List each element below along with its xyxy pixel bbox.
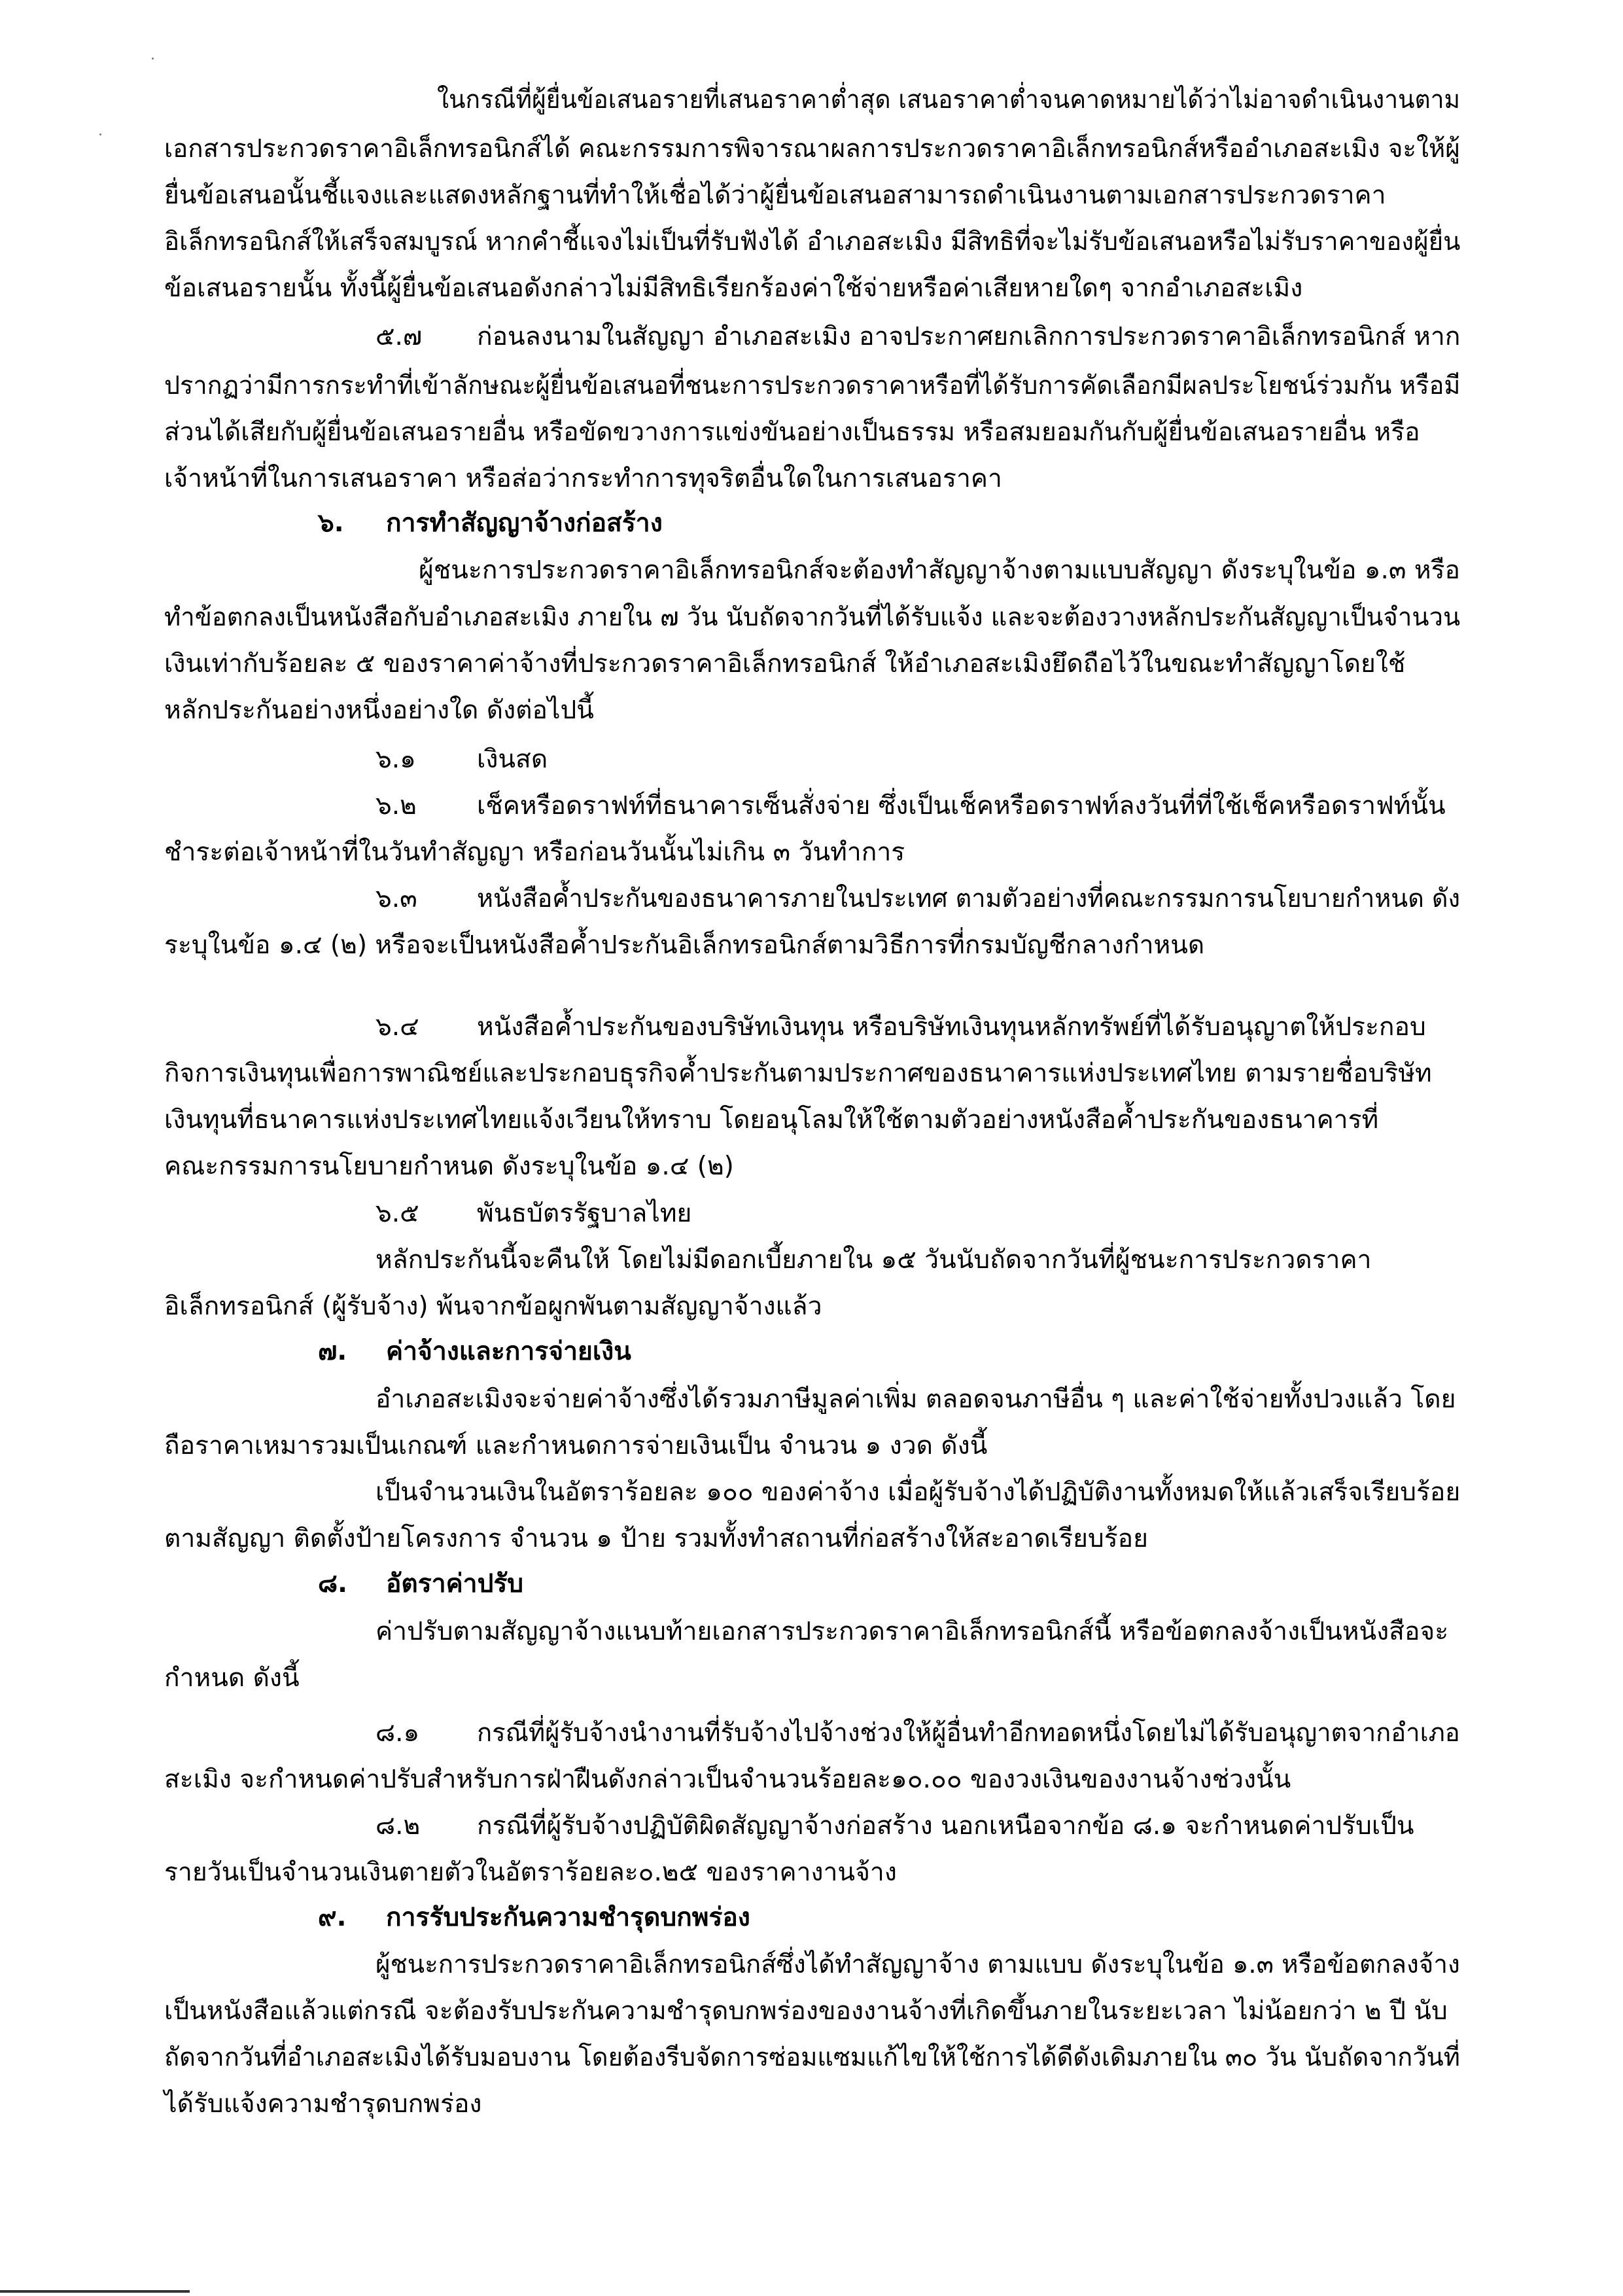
paragraph-line (0, 1662, 1623, 1701)
section-title: อัตราค่าปรับ (386, 1569, 524, 1598)
line-text: หนังสือค้ำประกันของธนาคารภายในประเทศ ตามตัวอย่างที่คณะกรรมการนโยบายกำหนด ดัง (477, 884, 1460, 913)
line-text: กรณีที่ผู้รับจ้างปฏิบัติผิดสัญญาจ้างก่อสร้าง นอกเหนือจากข้อ ๘.๑ จะกำหนดค่าปรับเป็น (477, 1811, 1414, 1841)
paragraph-line (0, 1104, 1623, 1143)
paragraph-line (0, 694, 1623, 733)
line-text: กิจการเงินทุนเพื่อการพาณิชย์และประกอบธุรกิจค้ำประกันตามประกาศของธนาคารแห่งประเทศไทย ตามรายชื่อบริษัท (164, 1059, 1432, 1088)
clause-line (0, 790, 1623, 829)
section-title: การทำสัญญาจ้างก่อสร้าง (386, 508, 663, 538)
line-text: ยื่นข้อเสนอนั้นชี้แจงและแสดงหลักฐานที่ทำให้เชื่อได้ว่าผู้ยื่นข้อเสนอสามารถดำเนินงานตามเอกสารประกวดราคา (164, 181, 1386, 210)
paragraph-line (0, 1244, 1623, 1283)
paragraph-line (0, 370, 1623, 409)
section-heading (0, 1335, 1623, 1375)
line-text: รายวันเป็นจำนวนเงินตายตัวในอัตราร้อยละ๐.๒๕ ของราคางานจ้าง (164, 1858, 897, 1887)
line-text: เป็นจำนวนเงินในอัตราร้อยละ ๑๐๐ ของค่าจ้าง เมื่อผู้รับจ้างได้ปฏิบัติงานทั้งหมดให้แล้วเสร็จเรียบร้อย (375, 1477, 1461, 1507)
paragraph-line (0, 1616, 1623, 1655)
line-text: ผู้ชนะการประกวดราคาอิเล็กทรอนิกส์จะต้องทำสัญญาจ้างตามแบบสัญญา ดังระบุในข้อ ๑.๓ หรือ (419, 556, 1460, 585)
paragraph-line (0, 1523, 1623, 1562)
section-number: ๖. (318, 508, 344, 538)
line-text: ได้รับแจ้งความชำรุดบกพร่อง (164, 2089, 482, 2119)
section-heading (0, 1901, 1623, 1941)
scan-speck (99, 133, 101, 135)
line-text: ข้อเสนอรายนั้น ทั้งนี้ผู้ยื่นข้อเสนอดังกล่าวไม่มีสิทธิเรียกร้องค่าใช้จ่ายหรือค่าเสียหายใดๆ จากอำเภอสะเมิง (164, 274, 1303, 303)
paragraph-line (0, 179, 1623, 219)
clause-number: ๖.๕ (375, 1199, 419, 1228)
clause-number: ๖.๑ (375, 745, 416, 774)
line-text: กรณีที่ผู้รับจ้างนำงานที่รับจ้างไปจ้างช่วงให้ผู้อื่นทำอีกทอดหนึ่งโดยไม่ได้รับอนุญาตจากอำเภอ (477, 1718, 1460, 1748)
line-text: สะเมิง จะกำหนดค่าปรับสำหรับการฝ่าฝืนดังกล่าวเป็นจำนวนร้อยละ๑๐.๐๐ ของวงเงินของงานจ้างช่วงนั้น (164, 1765, 1291, 1794)
line-text: อำเภอสะเมิงจะจ่ายค่าจ้างซึ่งได้รวมภาษีมูลค่าเพิ่ม ตลอดจนภาษีอื่น ๆ และค่าใช้จ่ายทั้งปวงแล้ว โดย (375, 1385, 1456, 1414)
paragraph-line (0, 1995, 1623, 2034)
scan-speck (152, 58, 154, 60)
line-text: ทำข้อตกลงเป็นหนังสือกับอำเภอสะเมิง ภายใน ๗ วัน นับถัดจากวันที่ได้รับแจ้ง และจะต้องวางหลักประกันสัญญาเป็นจำนวน (164, 603, 1461, 632)
section-number: ๙. (318, 1903, 347, 1932)
line-text: เอกสารประกวดราคาอิเล็กทรอนิกส์ได้ คณะกรรมการพิจารณาผลการประกวดราคาอิเล็กทรอนิกส์หรืออำเภอสะเมิง จะให้ผู้ (164, 134, 1460, 164)
paragraph-line (0, 1430, 1623, 1469)
paragraph-line (0, 601, 1623, 641)
section-number: ๘. (318, 1569, 347, 1598)
line-text: กำหนด ดังนี้ (164, 1663, 300, 1693)
paragraph-line (0, 416, 1623, 455)
clause-line (0, 1810, 1623, 1849)
line-text: หลักประกันนี้จะคืนให้ โดยไม่มีดอกเบี้ยภายใน ๑๕ วันนับถัดจากวันที่ผู้ชนะการประกวดราคา (375, 1245, 1372, 1275)
line-text: ถัดจากวันที่อำเภอสะเมิงได้รับมอบงาน โดยต้องรีบจัดการซ่อมแซมแก้ไขให้ใช้การได้ดีดังเดิมภายใน ๓๐ วัน นับถัดจากวันที่ (164, 2043, 1460, 2072)
line-text: ส่วนได้เสียกับผู้ยื่นข้อเสนอรายอื่น หรือขัดขวางการแข่งขันอย่างเป็นธรรม หรือสมยอมกันกับผู้ยื่นข้อเสนอรายอื่น หรือ (164, 417, 1420, 447)
line-text: ชำระต่อเจ้าหน้าที่ในวันทำสัญญา หรือก่อนวันนั้นไม่เกิน ๓ วันทำการ (164, 838, 905, 867)
clause-number: ๘.๒ (375, 1811, 421, 1841)
line-text: เป็นหนังสือแล้วแต่กรณี จะต้องรับประกันความชำรุดบกพร่องของงานจ้างที่เกิดขึ้นภายในระยะเวลา ไม่น้อยกว่า ๒ ปี นับ (164, 1996, 1448, 2026)
line-text: เช็คหรือดราฟท์ที่ธนาคารเซ็นสั่งจ่าย ซึ่งเป็นเช็คหรือดราฟท์ลงวันที่ที่ใช้เช็คหรือดราฟท์นั้น (477, 791, 1446, 821)
clause-line (0, 1011, 1623, 1050)
clause-number: ๖.๓ (375, 884, 417, 913)
line-text: ก่อนลงนามในสัญญา อำเภอสะเมิง อาจประกาศยกเลิกการประกวดราคาอิเล็กทรอนิกส์ หาก (477, 322, 1461, 351)
paragraph-line (0, 272, 1623, 311)
line-text: ระบุในข้อ ๑.๔ (๒) หรือจะเป็นหนังสือค้ำประกันอิเล็กทรอนิกส์ตามวิธีการที่กรมบัญชีกลางกำหนด (164, 930, 1205, 960)
paragraph-line (0, 554, 1623, 593)
scan-edge-line (0, 2290, 190, 2293)
paragraph-line (0, 1856, 1623, 1896)
line-text: ค่าปรับตามสัญญาจ้างแนบท้ายเอกสารประกวดราคาอิเล็กทรอนิกส์นี้ หรือข้อตกลงจ้างเป็นหนังสือจะ (375, 1617, 1449, 1646)
section-title: ค่าจ้างและการจ่ายเงิน (386, 1337, 631, 1366)
clause-line (0, 1717, 1623, 1756)
clause-line (0, 883, 1623, 922)
line-text: เงินสด (477, 745, 548, 774)
line-text: ตามสัญญา ติดตั้งป้ายโครงการ จำนวน ๑ ป้าย รวมทั้งทำสถานที่ก่อสร้างให้สะอาดเรียบร้อย (164, 1524, 1148, 1553)
clause-line (0, 1197, 1623, 1237)
line-text: เงินเท่ากับร้อยละ ๕ ของราคาค่าจ้างที่ประกวดราคาอิเล็กทรอนิกส์ ให้อำเภอสะเมิงยึดถือไว้ในขณะทำสัญญาโดยใช้ (164, 649, 1406, 679)
paragraph-line (0, 648, 1623, 687)
paragraph-line (0, 836, 1623, 875)
paragraph-line (0, 226, 1623, 265)
paragraph-line (0, 1383, 1623, 1422)
line-text: เงินทุนที่ธนาคารแห่งประเทศไทยแจ้งเวียนให้ทราบ โดยอนุโลมให้ใช้ตามตัวอย่างหนังสือค้ำประกันของธนาคารที่ (164, 1105, 1379, 1135)
section-number: ๗. (318, 1337, 347, 1366)
line-text: คณะกรรมการนโยบายกำหนด ดังระบุในข้อ ๑.๔ (๒) (164, 1152, 734, 1181)
section-heading (0, 507, 1623, 546)
paragraph-line (0, 929, 1623, 968)
line-text: พันธบัตรรัฐบาลไทย (477, 1199, 692, 1228)
paragraph-line (0, 2088, 1623, 2127)
paragraph-line (0, 1949, 1623, 1988)
section-title: การรับประกันความชำรุดบกพร่อง (386, 1903, 750, 1932)
clause-line (0, 743, 1623, 783)
clause-number: ๘.๑ (375, 1718, 420, 1748)
line-text: เจ้าหน้าที่ในการเสนอราคา หรือส่อว่ากระทำการทุจริตอื่นใดในการเสนอราคา (164, 464, 1002, 493)
line-text: หนังสือค้ำประกันของบริษัทเงินทุน หรือบริษัทเงินทุนหลักทรัพย์ที่ได้รับอนุญาตให้ประกอบ (477, 1012, 1426, 1042)
line-text: ในกรณีที่ผู้ยื่นข้อเสนอรายที่เสนอราคาต่ำสุด เสนอราคาต่ำจนคาดหมายได้ว่าไม่อาจดำเนินงานตาม (437, 85, 1460, 115)
clause-number: ๕.๗ (375, 322, 423, 351)
paragraph-line (0, 1763, 1623, 1803)
line-text: หลักประกันอย่างหนึ่งอย่างใด ดังต่อไปนี้ (164, 696, 594, 725)
line-text: ถือราคาเหมารวมเป็นเกณฑ์ และกำหนดการจ่ายเงินเป็น จำนวน ๑ งวด ดังนี้ (164, 1431, 988, 1460)
line-text: ผู้ชนะการประกวดราคาอิเล็กทรอนิกส์ซึ่งได้ทำสัญญาจ้าง ตามแบบ ดังระบุในข้อ ๑.๓ หรือข้อตกลงจ้าง (375, 1950, 1460, 1979)
line-text: ปรากฏว่ามีการกระทำที่เข้าลักษณะผู้ยื่นข้อเสนอที่ชนะการประกวดราคาหรือที่ได้รับการคัดเลือกมีผลประโยชน์ร่วมกัน หรือมี (164, 371, 1461, 400)
clause-line (0, 321, 1623, 360)
paragraph-line (0, 2041, 1623, 2081)
paragraph-line (0, 1150, 1623, 1190)
paragraph-line (0, 1290, 1623, 1330)
paragraph-line (0, 1057, 1623, 1097)
paragraph-line (0, 463, 1623, 502)
section-heading (0, 1568, 1623, 1607)
clause-number: ๖.๒ (375, 791, 417, 821)
paragraph-line (0, 133, 1623, 172)
paragraph-line (0, 84, 1623, 123)
paragraph-line (0, 1476, 1623, 1515)
clause-number: ๖.๔ (375, 1012, 419, 1042)
line-text: อิเล็กทรอนิกส์ให้เสร็จสมบูรณ์ หากคำชี้แจงไม่เป็นที่รับฟังได้ อำเภอสะเมิง มีสิทธิที่จะไม่รับข้อเสนอหรือไม่รับราคาของผู้ยื่น (164, 227, 1461, 256)
line-text: อิเล็กทรอนิกส์ (ผู้รับจ้าง) พ้นจากข้อผูกพันตามสัญญาจ้างแล้ว (164, 1292, 822, 1321)
